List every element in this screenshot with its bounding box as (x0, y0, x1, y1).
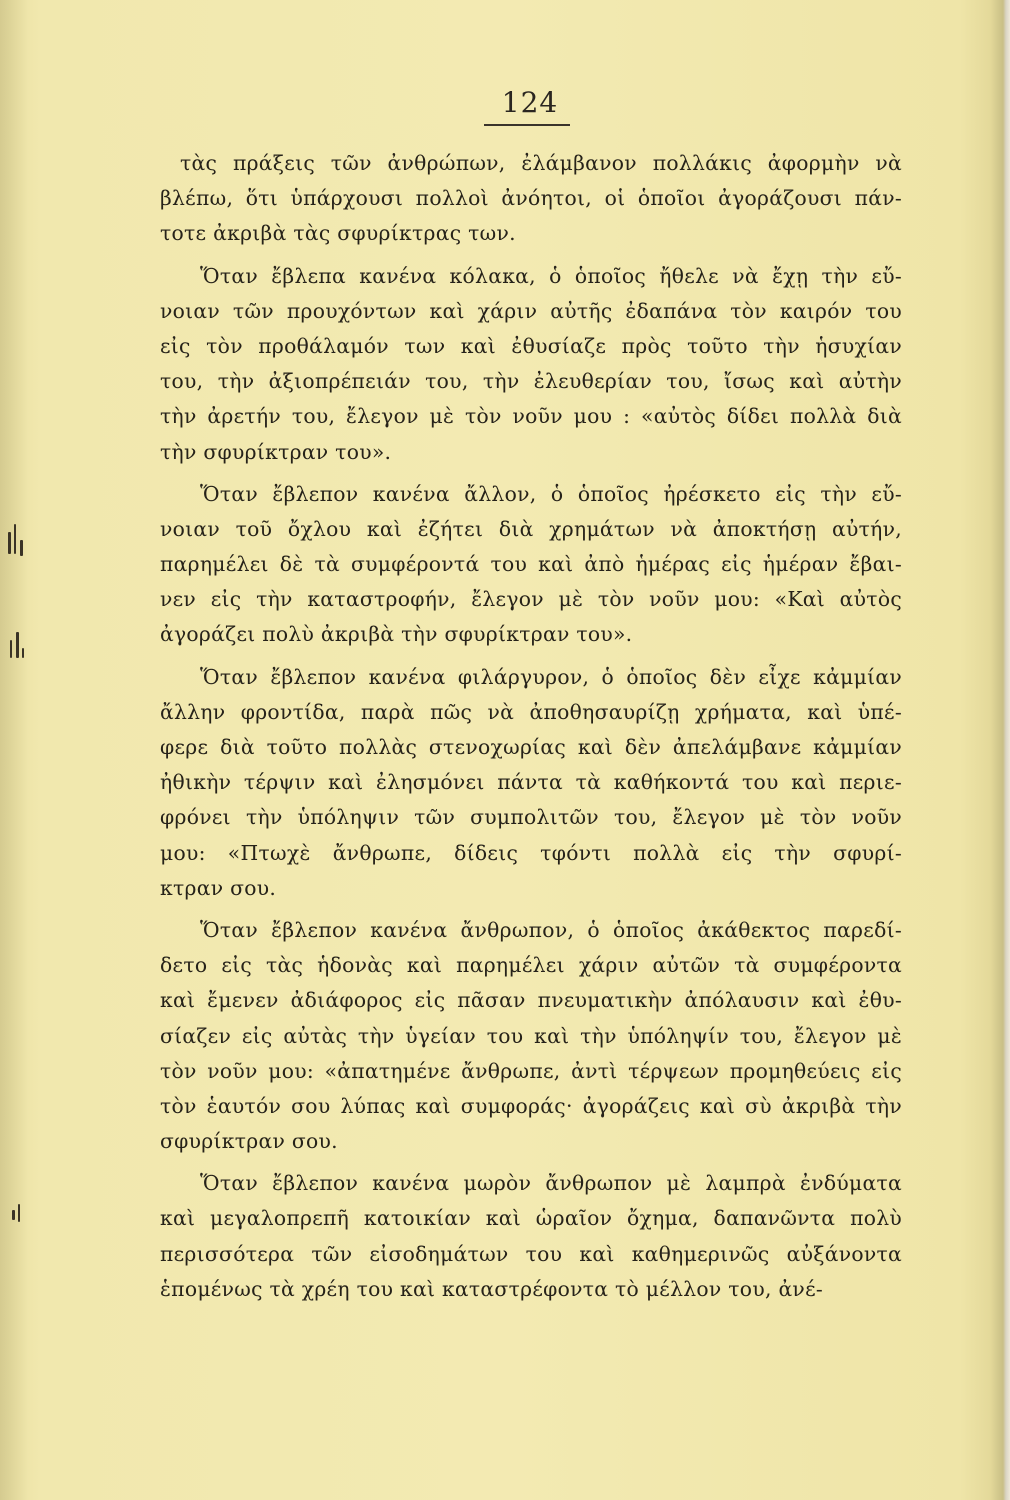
text-line: Ὅταν ἔβλεπον κανένα μωρὸν ἄνθρωπον μὲ λαμπρὰ ἐνδύματα (200, 1171, 902, 1196)
text-line: ἠθικὴν τέρψιν καὶ ἐλησμόνει πάντα τὰ καθήκοντά του καὶ περιε- (160, 770, 902, 795)
page-number: 124 (501, 86, 559, 119)
text-line: τὴν ἀρετήν του, ἔλεγον μὲ τὸν νοῦν μου : «αὐτὸς δίδει πολλὰ διὰ (160, 404, 902, 429)
text-line: φρόνει τὴν ὑπόληψιν τῶν συμπολιτῶν του, ἔλεγον μὲ τὸν νοῦν (160, 805, 902, 830)
paragraph (160, 913, 902, 1159)
text-line: Ὅταν ἔβλεπα κανένα κόλακα, ὁ ὁποῖος ἤθελε νὰ ἔχῃ τὴν εὔ- (200, 263, 902, 288)
text-line: παρημέλει δὲ τὰ συμφέροντά του καὶ ἀπὸ ἡμέρας εἰς ἡμέραν ἔβαι- (160, 552, 902, 577)
text-line: σφυρίκτραν σου. (160, 1129, 338, 1154)
text-line: σίαζεν εἰς αὐτὰς τὴν ὑγείαν του καὶ τὴν ὑπόληψίν του, ἔλεγον μὲ (160, 1023, 902, 1048)
paragraph (160, 660, 902, 906)
text-line: βλέπω, ὅτι ὑπάρχουσι πολλοὶ ἀνόητοι, οἱ ὁποῖοι ἀγοράζουσι πάν- (160, 186, 902, 211)
text-line: φερε διὰ τοῦτο πολλὰς στενοχωρίας καὶ δὲν ἀπελάμβανε κἀμμίαν (160, 735, 902, 759)
paragraph (160, 477, 902, 653)
text-line: νοιαν τοῦ ὄχλου καὶ ἐζήτει διὰ χρημάτων νὰ ἀποκτήσῃ αὐτήν, (160, 516, 902, 541)
text-line: τὸν νοῦν μου: «ἀπατημένε ἄνθρωπε, ἀντὶ τέρψεων προμηθεύεις εἰς (160, 1058, 902, 1083)
text-line: τὰς πράξεις τῶν ἀνθρώπων, ἐλάμβανον πολλάκις ἀφορμὴν νὰ (180, 151, 902, 175)
text-line: κτραν σου. (160, 875, 277, 900)
paragraph (160, 259, 902, 470)
text-line: τὸν ἑαυτόν σου λύπας καὶ συμφοράς· ἀγοράζεις καὶ σὺ ἀκριβὰ τὴν (160, 1093, 902, 1118)
page-number-rule (484, 124, 570, 126)
text-line: Ὅταν ἔβλεπον κανένα φιλάργυρον, ὁ ὁποῖος δὲν εἶχε κἀμμίαν (200, 664, 902, 689)
margin-ink-marks (0, 520, 30, 1240)
text-line: νεν εἰς τὴν καταστροφήν, ἔλεγον μὲ τὸν νοῦν μου: «Καὶ αὐτὸς (160, 587, 902, 612)
text-line: τοτε ἀκριβὰ τὰς σφυρίκτρας των. (160, 221, 516, 246)
text-line: καὶ ἔμενεν ἀδιάφορος εἰς πᾶσαν πνευματικὴν ἀπόλαυσιν καὶ ἐθυ- (160, 988, 902, 1013)
text-line: δετο εἰς τὰς ἡδονὰς καὶ παρημέλει χάριν αὐτῶν τὰ συμφέροντα (160, 953, 902, 978)
text-line: νοιαν τῶν προυχόντων καὶ χάριν αὐτῆς ἐδαπάνα τὸν καιρόν του (160, 298, 902, 323)
paragraph (160, 1166, 902, 1307)
text-line: καὶ μεγαλοπρεπῆ κατοικίαν καὶ ὡραῖον ὄχημα, δαπανῶντα πολὺ (160, 1206, 902, 1231)
text-line: ἀγοράζει πολὺ ἀκριβὰ τὴν σφυρίκτραν του». (160, 622, 633, 647)
text-line: του, τὴν ἀξιοπρέπειάν του, τὴν ἐλευθερίαν του, ἴσως καὶ αὐτὴν (160, 369, 902, 394)
text-line: Ὅταν ἔβλεπον κανένα ἄνθρωπον, ὁ ὁποῖος ἀκάθεκτος παρεδί- (200, 917, 902, 942)
text-line: Ὅταν ἔβλεπον κανένα ἄλλον, ὁ ὁποῖος ἠρέσκετο εἰς τὴν εὔ- (200, 481, 902, 506)
text-line: τὴν σφυρίκτραν του». (160, 439, 392, 464)
text-line: εἰς τὸν προθάλαμόν των καὶ ἐθυσίαζε πρὸς τοῦτο τὴν ἡσυχίαν (160, 333, 902, 358)
text-line: περισσότερα τῶν εἰσοδημάτων του καὶ καθημερινῶς αὐξάνοντα (160, 1241, 902, 1266)
text-line: μου: «Πτωχὲ ἄνθρωπε, δίδεις τφόντι πολλὰ εἰς τὴν σφυρί- (160, 840, 902, 865)
body-text (160, 146, 902, 1314)
text-line: ἑπομένως τὰ χρέη του καὶ καταστρέφοντα τὸ μέλλον του, ἀνέ- (160, 1276, 824, 1301)
text-line: ἄλλην φροντίδα, παρὰ πῶς νὰ ἀποθησαυρίζῃ χρήματα, καὶ ὑπέ- (160, 699, 902, 724)
paragraph (160, 146, 902, 252)
